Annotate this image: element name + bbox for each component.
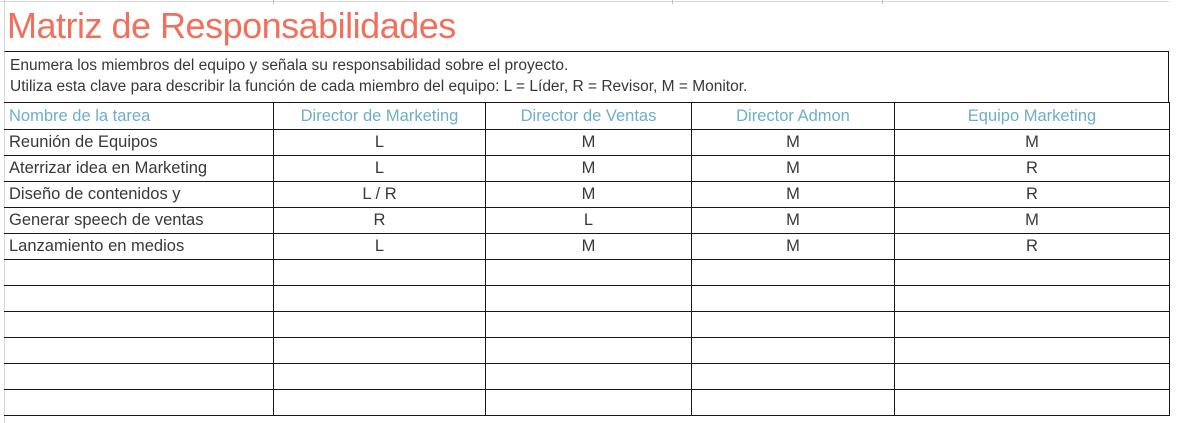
value-cell[interactable]: L	[274, 234, 486, 260]
value-cell[interactable]	[692, 260, 895, 286]
value-cell[interactable]: R	[895, 234, 1170, 260]
value-cell[interactable]: L	[274, 130, 486, 156]
matrix-body	[5, 130, 1170, 416]
table-row	[5, 234, 1170, 260]
value-cell[interactable]	[486, 312, 692, 338]
column-header-director-admon[interactable]: Director Admon	[692, 103, 895, 130]
task-cell[interactable]: Diseño de contenidos y	[5, 182, 274, 208]
task-cell[interactable]	[5, 338, 274, 364]
task-cell[interactable]: Aterrizar idea en Marketing	[5, 156, 274, 182]
sheet-gridline-top	[0, 1, 1169, 2]
value-cell[interactable]: M	[486, 156, 692, 182]
value-cell[interactable]: M	[895, 130, 1170, 156]
value-cell[interactable]	[274, 390, 486, 416]
table-row	[5, 182, 1170, 208]
value-cell[interactable]: R	[895, 182, 1170, 208]
description-line-2: Utiliza esta clave para describir la función de cada miembro del equipo: L = Líder, R = Revisor, M = Monitor.	[10, 78, 748, 95]
table-row-empty	[5, 312, 1170, 338]
value-cell[interactable]	[692, 286, 895, 312]
page-title: Matriz de Responsabilidades	[7, 5, 456, 46]
value-cell[interactable]	[692, 312, 895, 338]
responsibility-matrix-table	[4, 102, 1170, 416]
value-cell[interactable]	[895, 338, 1170, 364]
value-cell[interactable]	[895, 260, 1170, 286]
value-cell[interactable]	[895, 390, 1170, 416]
value-cell[interactable]: M	[486, 130, 692, 156]
value-cell[interactable]	[895, 286, 1170, 312]
table-row	[5, 130, 1170, 156]
sheet-gridline-tick	[672, 0, 673, 4]
value-cell[interactable]: M	[692, 208, 895, 234]
header-row	[5, 103, 1170, 130]
value-cell[interactable]	[274, 364, 486, 390]
value-cell[interactable]	[486, 390, 692, 416]
description-line-1: Enumera los miembros del equipo y señala su responsabilidad sobre el proyecto.	[10, 57, 569, 74]
value-cell[interactable]	[692, 338, 895, 364]
table-row-empty	[5, 364, 1170, 390]
task-cell[interactable]: Generar speech de ventas	[5, 208, 274, 234]
column-header-director-ventas[interactable]: Director de Ventas	[486, 103, 692, 130]
task-cell[interactable]	[5, 286, 274, 312]
task-cell[interactable]: Reunión de Equipos	[5, 130, 274, 156]
value-cell[interactable]: M	[895, 208, 1170, 234]
value-cell[interactable]: L / R	[274, 182, 486, 208]
table-row-empty	[5, 390, 1170, 416]
table-row	[5, 156, 1170, 182]
value-cell[interactable]	[692, 390, 895, 416]
task-cell[interactable]	[5, 390, 274, 416]
value-cell[interactable]: M	[486, 182, 692, 208]
value-cell[interactable]: L	[486, 208, 692, 234]
column-header-task-name[interactable]: Nombre de la tarea	[5, 103, 274, 130]
task-cell[interactable]	[5, 312, 274, 338]
table-row	[5, 208, 1170, 234]
table-row-empty	[5, 338, 1170, 364]
table-row-empty	[5, 260, 1170, 286]
value-cell[interactable]	[895, 312, 1170, 338]
sheet-gridline-tick	[882, 0, 883, 4]
column-header-director-marketing[interactable]: Director de Marketing	[274, 103, 486, 130]
table-row-empty	[5, 286, 1170, 312]
column-header-equipo-marketing[interactable]: Equipo Marketing	[895, 103, 1170, 130]
value-cell[interactable]	[895, 364, 1170, 390]
value-cell[interactable]: M	[692, 234, 895, 260]
value-cell[interactable]: L	[274, 156, 486, 182]
value-cell[interactable]	[274, 286, 486, 312]
value-cell[interactable]: M	[692, 156, 895, 182]
value-cell[interactable]	[274, 338, 486, 364]
value-cell[interactable]: M	[486, 234, 692, 260]
value-cell[interactable]	[274, 260, 486, 286]
task-cell[interactable]: Lanzamiento en medios	[5, 234, 274, 260]
value-cell[interactable]: R	[895, 156, 1170, 182]
value-cell[interactable]	[486, 364, 692, 390]
value-cell[interactable]: M	[692, 130, 895, 156]
description-box	[4, 51, 1169, 102]
value-cell[interactable]: R	[274, 208, 486, 234]
value-cell[interactable]: M	[692, 182, 895, 208]
value-cell[interactable]	[486, 286, 692, 312]
value-cell[interactable]	[486, 260, 692, 286]
value-cell[interactable]	[486, 338, 692, 364]
value-cell[interactable]	[274, 312, 486, 338]
task-cell[interactable]	[5, 364, 274, 390]
task-cell[interactable]	[5, 260, 274, 286]
value-cell[interactable]	[692, 364, 895, 390]
